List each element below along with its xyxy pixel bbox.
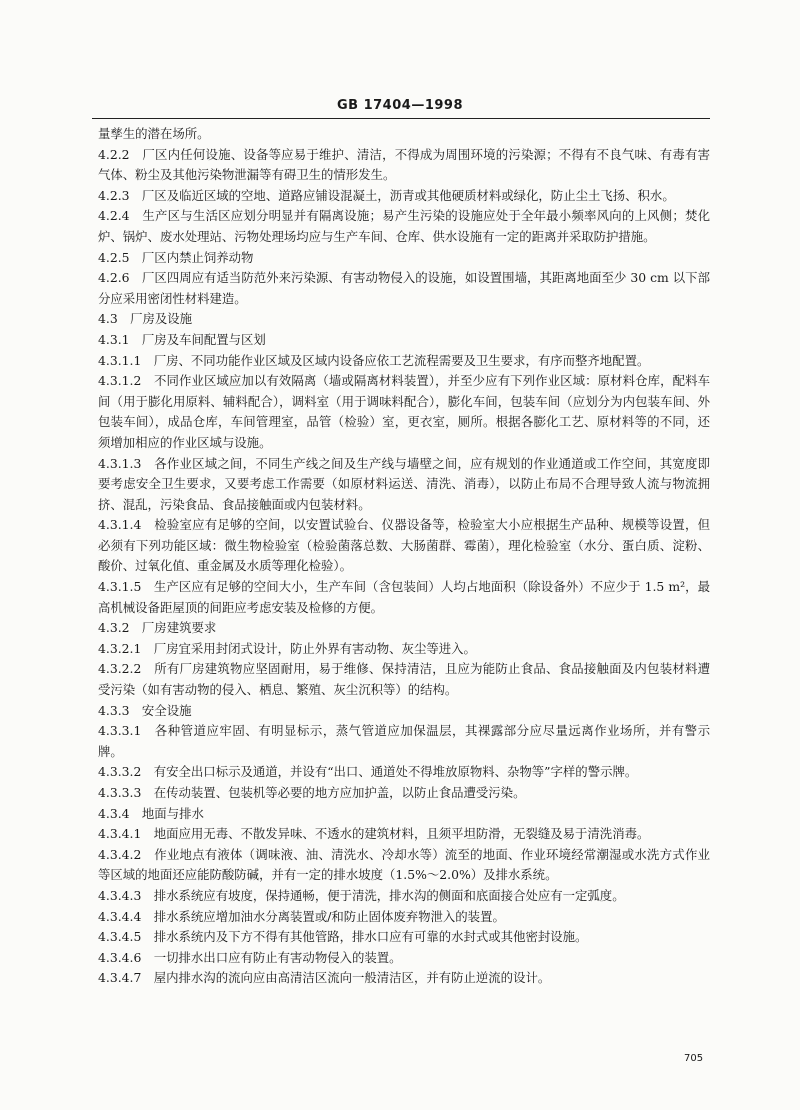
paragraph: 4.2.3 厂区及临近区域的空地、道路应铺设混凝土，沥青或其他硬质材料或绿化，防止尘土飞扬、积水。 xyxy=(98,187,675,203)
paragraph: 4.3.1.4 检验室应有足够的空间，以安置试验台、仪器设备等，检验室大小应根据生产品种、规模等设置，但必须有下列功能区域：微生物检验室（检验菌落总数、大肠菌群、霉菌），理化检验室（水分、蛋白质、淀粉、酸价、过氧化值、重金属及水质等理化检验）。 xyxy=(98,517,710,574)
paragraph: 4.3.4.2 作业地点有液体（调味液、油、清洗水、冷却水等）流至的地面、作业环境经常潮湿或水洗方式作业等区域的地面还应能防酸防碱，并有一定的排水坡度（1.5%～2.0%）及排水系统。 xyxy=(98,846,710,883)
document-body xyxy=(98,124,710,989)
paragraph: 4.3.2.1 厂房宜采用封闭式设计，防止外界有害动物、灰尘等进入。 xyxy=(98,640,476,656)
paragraph: 4.3.4.3 排水系统应有坡度，保持通畅，便于清洗，排水沟的侧面和底面接合处应有一定弧度。 xyxy=(98,887,625,903)
paragraph: 4.3.3.3 在传动装置、包装机等必要的地方应加护盖，以防止食品遭受污染。 xyxy=(98,785,526,800)
paragraph: 量孳生的潜在场所。 xyxy=(98,126,210,141)
paragraph: 4.3.4.1 地面应用无毒、不散发异味、不透水的建筑材料，且须平坦防滑，无裂缝及易于清洗消毒。 xyxy=(98,826,650,842)
section-heading: 4.3 厂房及设施 xyxy=(98,311,193,327)
subsection-heading: 4.3.1 厂房及车间配置与区划 xyxy=(98,331,266,347)
paragraph: 4.3.1.3 各作业区域之间，不同生产线之间及生产线与墙壁之间，应有规划的作业通道或工作空间，其宽度即要考虑安全卫生要求，又要考虑工作需要（如原材料运送、清洗、消毒），以防止布局不合理导致人流与物流拥挤、混乱，污染食品、食品接触面或内包装材料。 xyxy=(98,455,710,512)
paragraph: 4.3.1.5 生产区应有足够的空间大小，生产车间（含包装间）人均占地面积（除设备外）不应少于 1.5 m²，最高机械设备距屋顶的间距应考虑安装及检修的方便。 xyxy=(98,579,710,615)
paragraph: 4.2.6 厂区四周应有适当防范外来污染源、有害动物侵入的设施，如设置围墙，其距离地面至少 30 cm 以下部分应采用密闭性材料建造。 xyxy=(98,270,710,306)
page-number: 705 xyxy=(684,1053,704,1064)
paragraph: 4.2.2 厂区内任何设施、设备等应易于维护、清洁，不得成为周围环境的污染源；不得有不良气味、有毒有害气体、粉尘及其他污染物泄漏等有碍卫生的情形发生。 xyxy=(98,146,710,183)
paragraph: 4.3.1.2 不同作业区域应加以有效隔离（墙或隔离材料装置），并至少应有下列作业区域：原材料仓库，配料车间（用于膨化用原料、辅料配合），调料室（用于调味料配合），膨化车间，包装车间（应划分为内包装车间、外包装车间），成品仓库，车间管理室，品管（检验）室，更衣室，厕所。根据各膨化工艺、原材料等的不同，还须增加相应的作业区域与设施。 xyxy=(98,373,710,450)
header-rule xyxy=(92,118,710,119)
subsection-heading: 4.3.2 厂房建筑要求 xyxy=(98,620,217,636)
paragraph: 4.2.4 生产区与生活区应划分明显并有隔离设施；易产生污染的设施应处于全年最小频率风向的上风侧；焚化炉、锅炉、废水处理站、污物处理场均应与生产车间、仓库、供水设施有一定的距离并采取防护措施。 xyxy=(98,208,710,244)
paragraph: 4.3.4.6 一切排水出口应有防止有害动物侵入的装置。 xyxy=(98,949,402,965)
paragraph: 4.3.4.4 排水系统应增加油水分离装置或/和防止固体废弃物泄入的装置。 xyxy=(98,908,505,924)
paragraph: 4.3.3.1 各种管道应牢固、有明显标示，蒸气管道应加保温层，其裸露部分应尽量远离作业场所，并有警示牌。 xyxy=(98,723,710,759)
subsection-heading: 4.3.4 地面与排水 xyxy=(98,805,204,821)
standard-code-header: GB 17404—1998 xyxy=(336,98,463,113)
paragraph: 4.3.1.1 厂房、不同功能作业区域及区域内设备应依工艺流程需要及卫生要求，有序而整齐地配置。 xyxy=(98,352,650,368)
paragraph: 4.3.2.2 所有厂房建筑物应坚固耐用，易于维修、保持清洁，且应为能防止食品、食品接触面及内包装材料遭受污染（如有害动物的侵入、栖息、繁殖、灰尘沉积等）的结构。 xyxy=(98,661,710,698)
paragraph: 4.2.5 厂区内禁止饲养动物 xyxy=(98,249,254,265)
paragraph: 4.3.4.5 排水系统内及下方不得有其他管路，排水口应有可靠的水封式或其他密封设施。 xyxy=(98,929,588,945)
paragraph: 4.3.4.7 屋内排水沟的流向应由高清洁区流向一般清洁区，并有防止逆流的设计。 xyxy=(98,970,551,986)
paragraph: 4.3.3.2 有安全出口标示及通道，并设有“出口、通道处不得堆放原物料、杂物等”字样的警示牌。 xyxy=(98,764,638,780)
subsection-heading: 4.3.3 安全设施 xyxy=(98,702,192,718)
